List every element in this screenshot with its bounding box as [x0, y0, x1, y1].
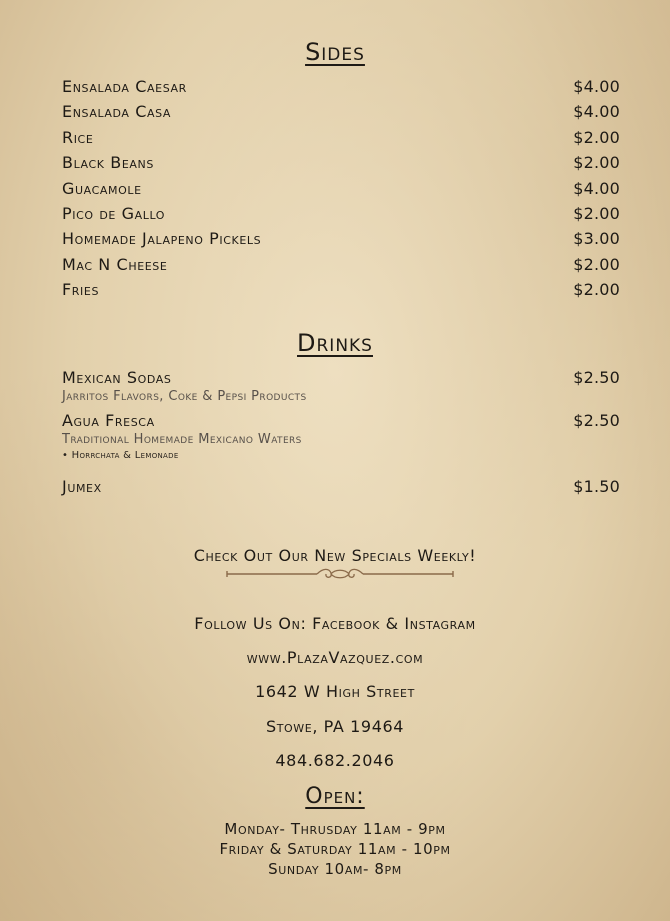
- menu-item-row: [62, 153, 620, 175]
- hours-line: Friday & Saturday 11am - 10pm: [219, 840, 451, 858]
- item-price: $2.00: [573, 128, 620, 147]
- item-name: Homemade Jalapeno Pickels: [62, 229, 262, 248]
- item-price: $2.50: [573, 411, 620, 430]
- item-price: $3.00: [573, 229, 620, 248]
- item-name: Mexican Sodas: [62, 368, 172, 387]
- item-price: $4.00: [573, 179, 620, 198]
- social-follow: Follow Us On: Facebook & Instagram: [194, 614, 476, 633]
- menu-item-row: [62, 255, 620, 277]
- menu-item-row: [62, 204, 620, 226]
- item-price: $2.00: [573, 153, 620, 172]
- item-name: Ensalada Caesar: [62, 77, 187, 96]
- item-name: Mac N Cheese: [62, 255, 168, 274]
- menu-item-row: [62, 280, 620, 302]
- website-link[interactable]: www.PlazaVazquez.com: [246, 648, 424, 667]
- menu-item-row: [62, 368, 620, 390]
- item-name: Fries: [62, 280, 100, 299]
- item-name: Guacamole: [62, 179, 142, 198]
- phone-number: 484.682.2046: [275, 751, 395, 770]
- item-price: $2.00: [573, 204, 620, 223]
- item-name: Rice: [62, 128, 94, 147]
- item-price: $2.50: [573, 368, 620, 387]
- specials-note: Check Out Our New Specials Weekly!: [193, 546, 477, 565]
- item-price: $2.00: [573, 255, 620, 274]
- item-name: Agua Fresca: [62, 411, 155, 430]
- drinks-title: Drinks: [297, 329, 373, 357]
- city-address: Stowe, PA 19464: [265, 717, 405, 736]
- menu-item-row: [62, 229, 620, 251]
- item-price: $4.00: [573, 102, 620, 121]
- flourish-divider-icon: [225, 566, 455, 582]
- hours-title: Open:: [305, 784, 365, 809]
- item-description: Traditional Homemade Mexicano Waters: [62, 432, 302, 447]
- item-name: Jumex: [62, 477, 102, 496]
- item-price: $4.00: [573, 77, 620, 96]
- menu-item-row: [62, 128, 620, 150]
- hours-line: Sunday 10am- 8pm: [268, 860, 402, 878]
- hours-line: Monday- Thrusday 11am - 9pm: [224, 820, 446, 838]
- menu-item-row: [62, 77, 620, 99]
- item-name: Pico de Gallo: [62, 204, 166, 223]
- menu-item-row: [62, 102, 620, 124]
- item-name: Ensalada Casa: [62, 102, 172, 121]
- item-description: Jarritos Flavors, Coke & Pepsi Products: [62, 389, 307, 404]
- menu-item-row: [62, 477, 620, 499]
- item-price: $2.00: [573, 280, 620, 299]
- menu-item-row: [62, 179, 620, 201]
- menu-item-row: [62, 411, 620, 433]
- sides-title: Sides: [305, 38, 365, 66]
- item-name: Black Beans: [62, 153, 154, 172]
- street-address: 1642 W High Street: [255, 682, 415, 701]
- item-subdescription: • Horrchata & Lemonade: [62, 450, 179, 461]
- item-price: $1.50: [573, 477, 620, 496]
